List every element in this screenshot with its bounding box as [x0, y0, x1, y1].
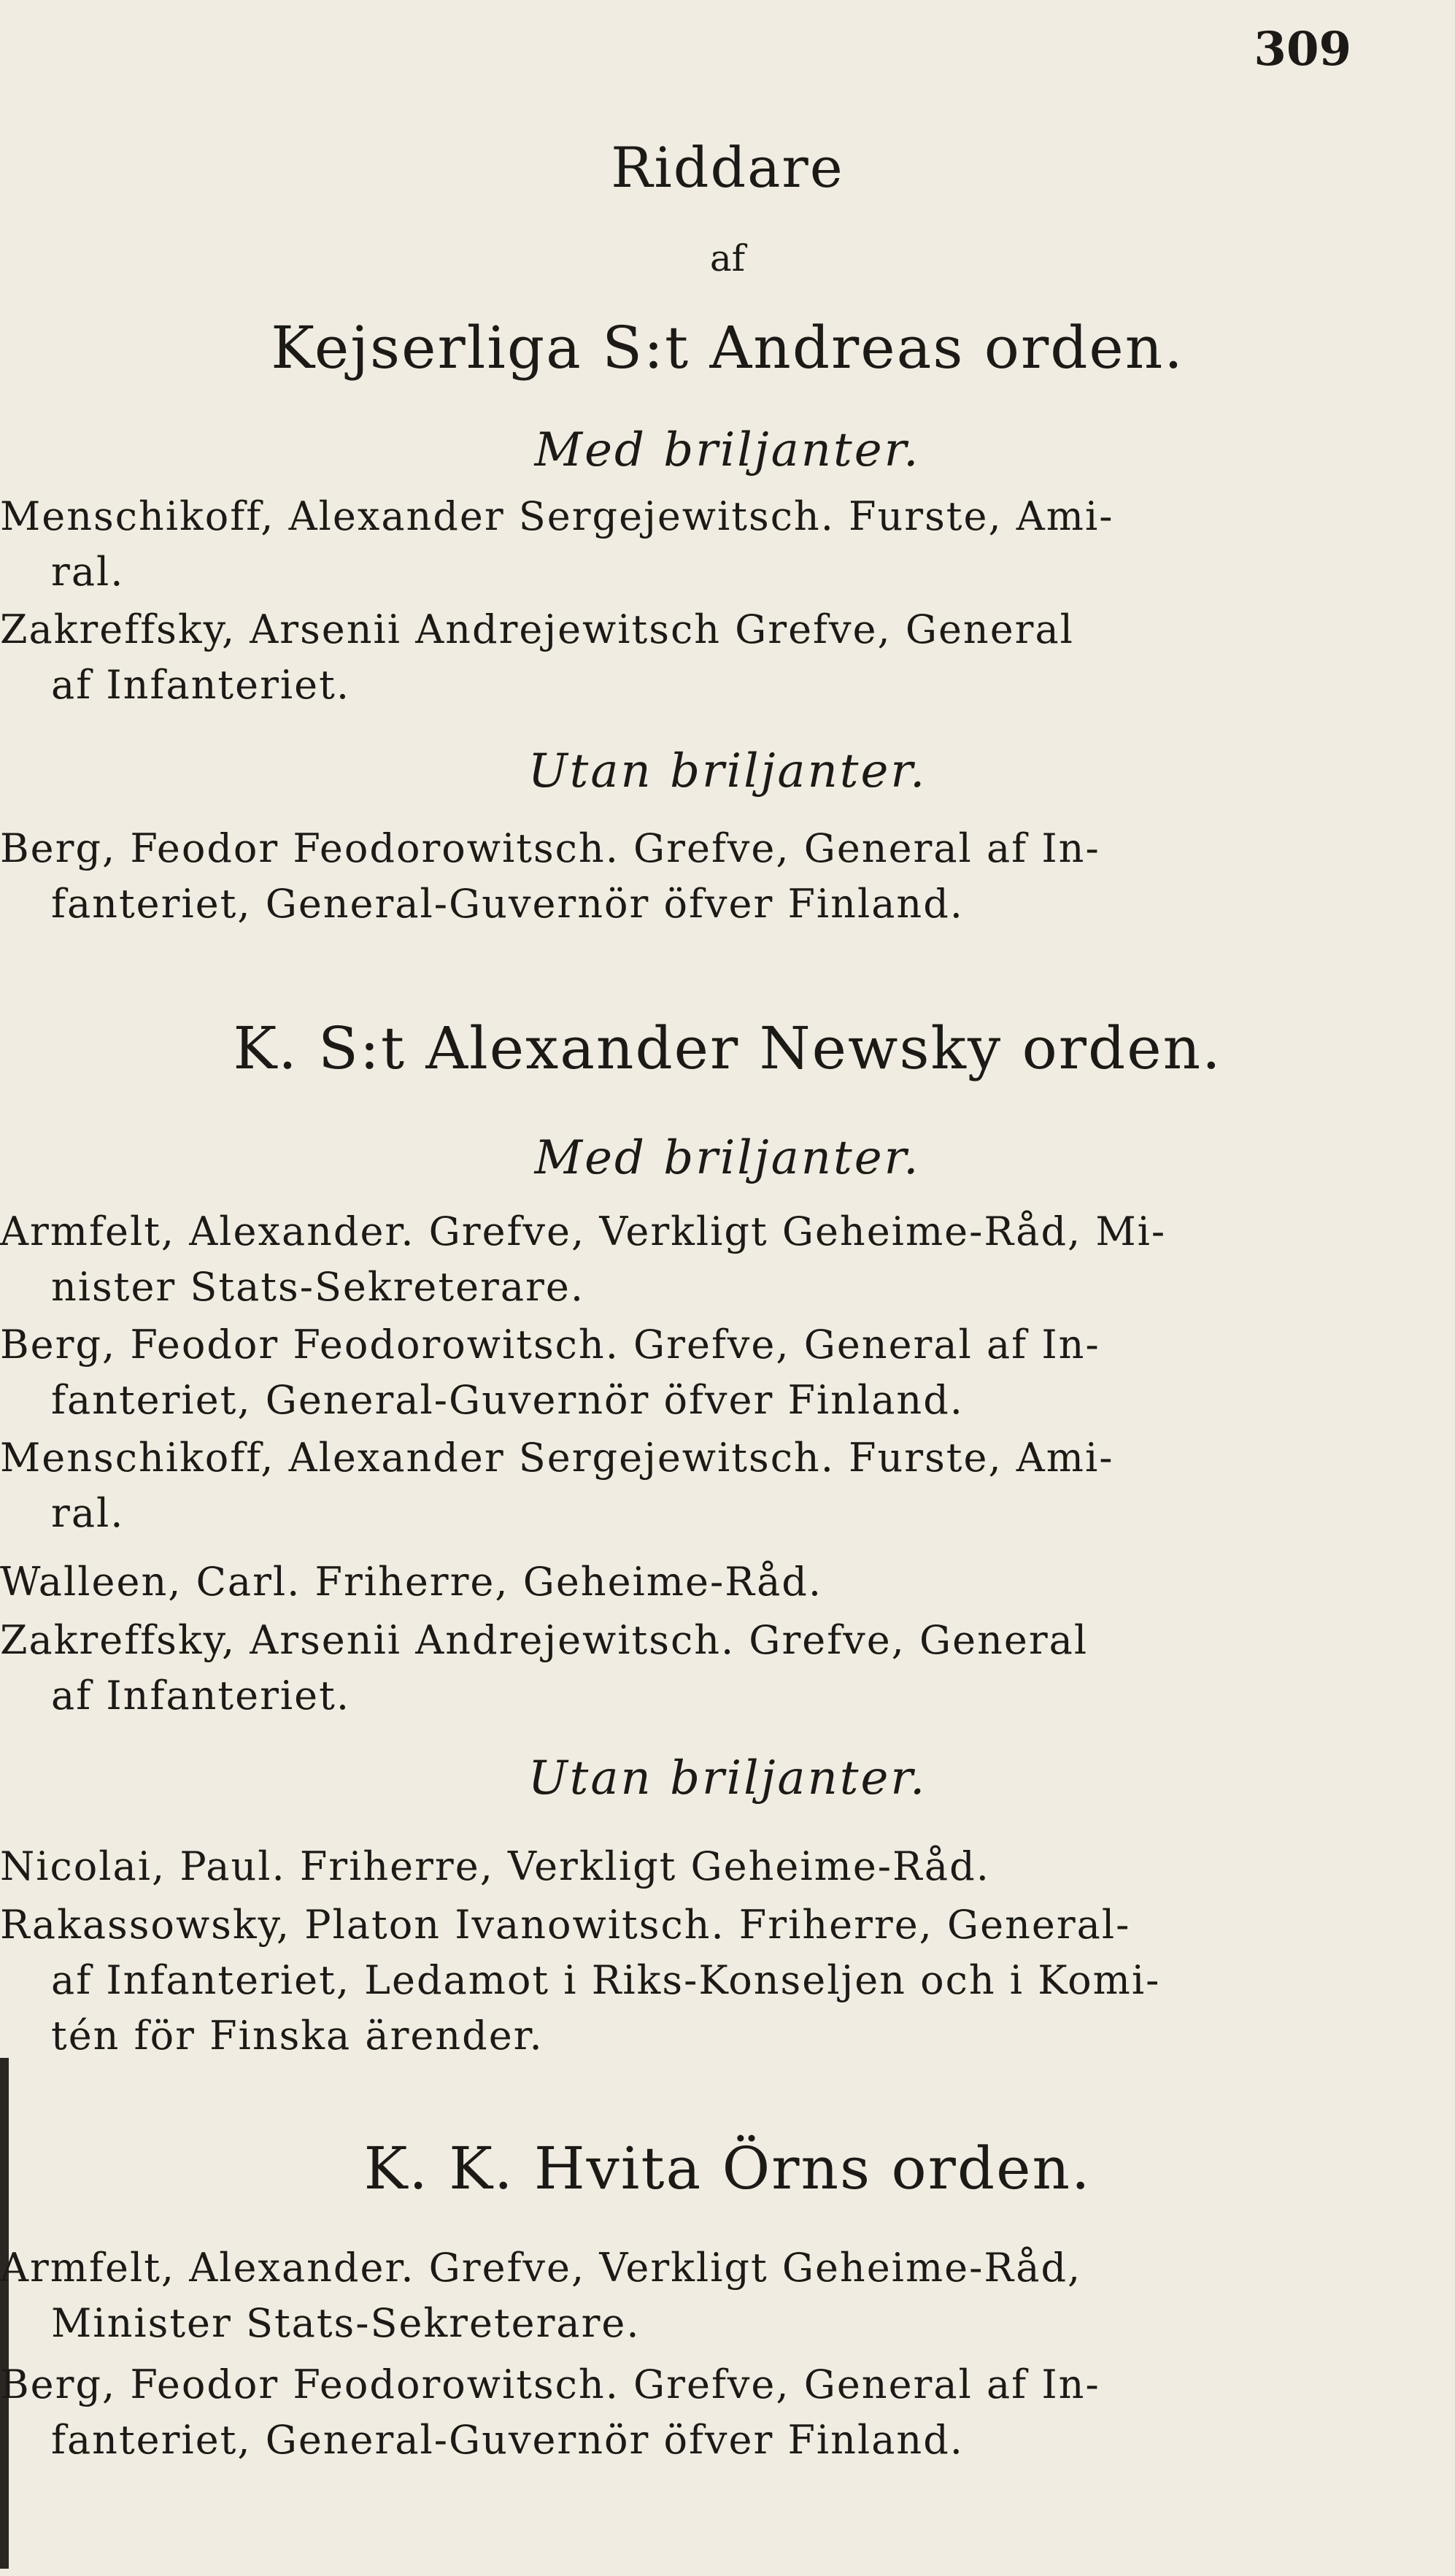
subheading-med-briljanter-2: Med briljanter. [534, 1131, 921, 1185]
entry-line: Menschikoff, Alexander Sergejewitsch. Furste, Ami- [0, 1435, 1114, 1481]
entry-line: af Infanteriet. [51, 1673, 350, 1719]
entry [0, 1839, 1372, 1894]
entry-line: tén för Finska ärender. [51, 2013, 544, 2059]
entry [0, 602, 1372, 713]
entry-line: ral. [51, 549, 125, 595]
entry [0, 1317, 1372, 1428]
page-title: Riddare [611, 135, 844, 200]
entry [0, 1613, 1372, 1724]
entry-line: Berg, Feodor Feodorowitsch. Grefve, General af In- [0, 2361, 1100, 2407]
order-heading-andreas: Kejserliga S:t Andreas orden. [271, 314, 1184, 382]
entry-line: af Infanteriet. [51, 662, 350, 708]
order-heading-newsky: K. S:t Alexander Newsky orden. [233, 1014, 1222, 1082]
entry-line: Rakassowsky, Platon Ivanowitsch. Friherre, General- [0, 1902, 1131, 1948]
entry-line: Menschikoff, Alexander Sergejewitsch. Furste, Ami- [0, 493, 1114, 539]
title-connector: af [709, 237, 746, 279]
subheading-utan-briljanter-1: Utan briljanter. [528, 744, 927, 798]
entry-line: fanteriet, General-Guvernör öfver Finland. [51, 881, 964, 927]
entry-line: fanteriet, General-Guvernör öfver Finland. [51, 2417, 964, 2463]
entry-line: Berg, Feodor Feodorowitsch. Grefve, General af In- [0, 1322, 1100, 1368]
entry-line: Berg, Feodor Feodorowitsch. Grefve, General af In- [0, 825, 1100, 871]
entry [0, 1204, 1372, 1315]
page-number: 309 [1254, 22, 1351, 77]
entry [0, 1554, 1372, 1610]
entry-line: ral. [51, 1490, 125, 1536]
entry-line: Nicolai, Paul. Friherre, Verkligt Geheime-Råd. [0, 1843, 990, 1889]
entry [0, 2357, 1372, 2468]
entry-line: Armfelt, Alexander. Grefve, Verkligt Geheime-Råd, [0, 2245, 1082, 2291]
entry [0, 489, 1372, 600]
entry-line: Minister Stats-Sekreterare. [51, 2300, 641, 2346]
entry [0, 2240, 1372, 2351]
subheading-utan-briljanter-2: Utan briljanter. [528, 1751, 927, 1805]
entry [0, 1430, 1372, 1541]
entry [0, 1897, 1372, 2064]
subheading-med-briljanter-1: Med briljanter. [534, 423, 921, 477]
entry-line: nister Stats-Sekreterare. [51, 1264, 584, 1310]
entry-line: af Infanteriet, Ledamot i Riks-Konseljen och i Komi- [51, 1957, 1161, 2003]
entry-line: Zakreffsky, Arsenii Andrejewitsch. Grefve, General [0, 1617, 1089, 1663]
entry-line: Zakreffsky, Arsenii Andrejewitsch Grefve, General [0, 606, 1074, 652]
entry-line: fanteriet, General-Guvernör öfver Finland. [51, 1377, 964, 1423]
entry-line: Walleen, Carl. Friherre, Geheime-Råd. [0, 1559, 823, 1605]
entry-line: Armfelt, Alexander. Grefve, Verkligt Geheime-Råd, Mi- [0, 1208, 1167, 1254]
entry [0, 821, 1372, 932]
order-heading-hvita-orn: K. K. Hvita Örns orden. [363, 2135, 1092, 2202]
